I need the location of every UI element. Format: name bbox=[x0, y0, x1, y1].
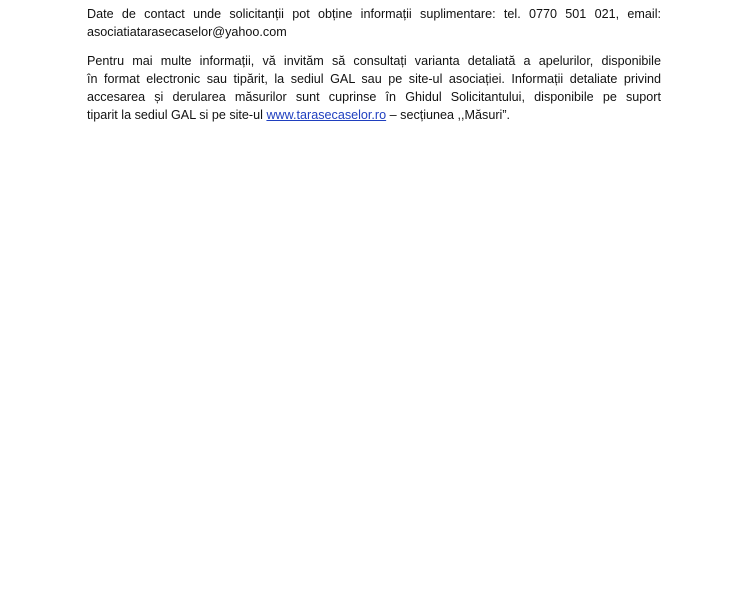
info-line-4-text-after: – secțiunea ,,Măsuri”. bbox=[386, 108, 511, 122]
contact-line-1: Date de contact unde solicitanții pot obține informații suplimentare: tel. 0770 501 021, email: bbox=[87, 7, 661, 21]
info-line-4-text-before: tiparit la sediul GAL si pe site-ul bbox=[87, 108, 267, 122]
contact-paragraph bbox=[87, 5, 661, 41]
website-link[interactable]: www.tarasecaselor.ro bbox=[266, 108, 387, 122]
info-line-3: accesarea și derularea măsurilor sunt cuprinse în Ghidul Solicitantului, disponibile pe suport bbox=[87, 90, 661, 104]
document-body bbox=[87, 5, 661, 135]
contact-email: asociatiatarasecaselor@yahoo.com bbox=[87, 25, 287, 39]
info-line-4 bbox=[87, 106, 661, 124]
info-paragraph bbox=[87, 52, 661, 124]
info-line-1: Pentru mai multe informații, vă invităm să consultați varianta detaliată a apelurilor, disponibile bbox=[87, 54, 661, 68]
info-line-2: în format electronic sau tipărit, la sediul GAL sau pe site-ul asociației. Informații detaliate privind bbox=[87, 72, 661, 86]
